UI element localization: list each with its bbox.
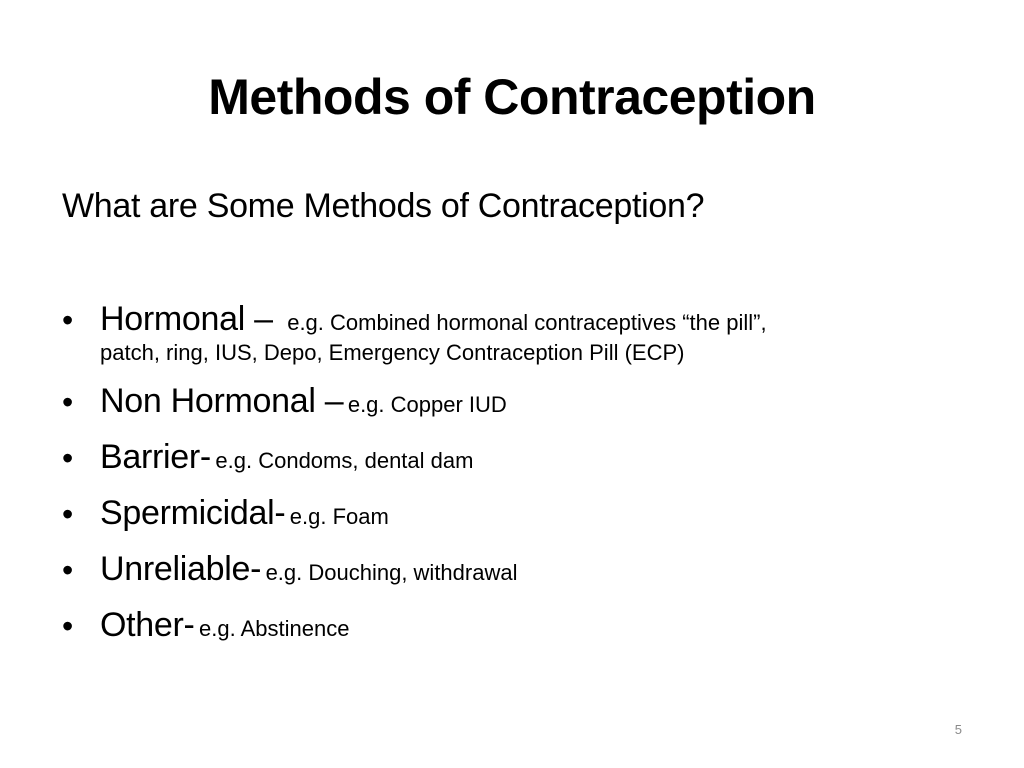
method-example: e.g. Abstinence — [199, 616, 350, 641]
list-item-other — [62, 602, 962, 648]
method-term: Unreliable- — [100, 550, 262, 588]
method-term: Other- — [100, 606, 195, 644]
list-item-spermicidal — [62, 490, 962, 536]
list-item-non-hormonal — [62, 378, 962, 424]
method-term: Spermicidal- — [100, 494, 286, 532]
method-example: e.g. Foam — [289, 504, 389, 529]
list-item-barrier — [62, 434, 962, 480]
list-item-hormonal — [62, 296, 962, 368]
method-example: e.g. Combined hormonal contraceptives “the pill”, — [287, 310, 767, 335]
bullet-icon: • — [62, 384, 74, 420]
list-item-unreliable — [62, 546, 962, 592]
methods-list — [62, 296, 962, 658]
page-number: 5 — [954, 722, 962, 737]
slide-subtitle: What are Some Methods of Contraception? — [62, 187, 705, 225]
method-example: e.g. Copper IUD — [347, 392, 507, 417]
bullet-icon: • — [62, 302, 74, 338]
method-example: e.g. Douching, withdrawal — [265, 560, 518, 585]
bullet-icon: • — [62, 552, 74, 588]
method-term: Barrier- — [100, 438, 211, 476]
method-example-continued: patch, ring, IUS, Depo, Emergency Contraception Pill (ECP) — [100, 340, 685, 365]
method-example: e.g. Condoms, dental dam — [215, 448, 474, 473]
slide-title: Methods of Contraception — [208, 69, 816, 125]
method-term: Hormonal – — [100, 300, 273, 338]
bullet-icon: • — [62, 496, 74, 532]
method-term: Non Hormonal – — [100, 382, 344, 420]
bullet-icon: • — [62, 608, 74, 644]
bullet-icon: • — [62, 440, 74, 476]
